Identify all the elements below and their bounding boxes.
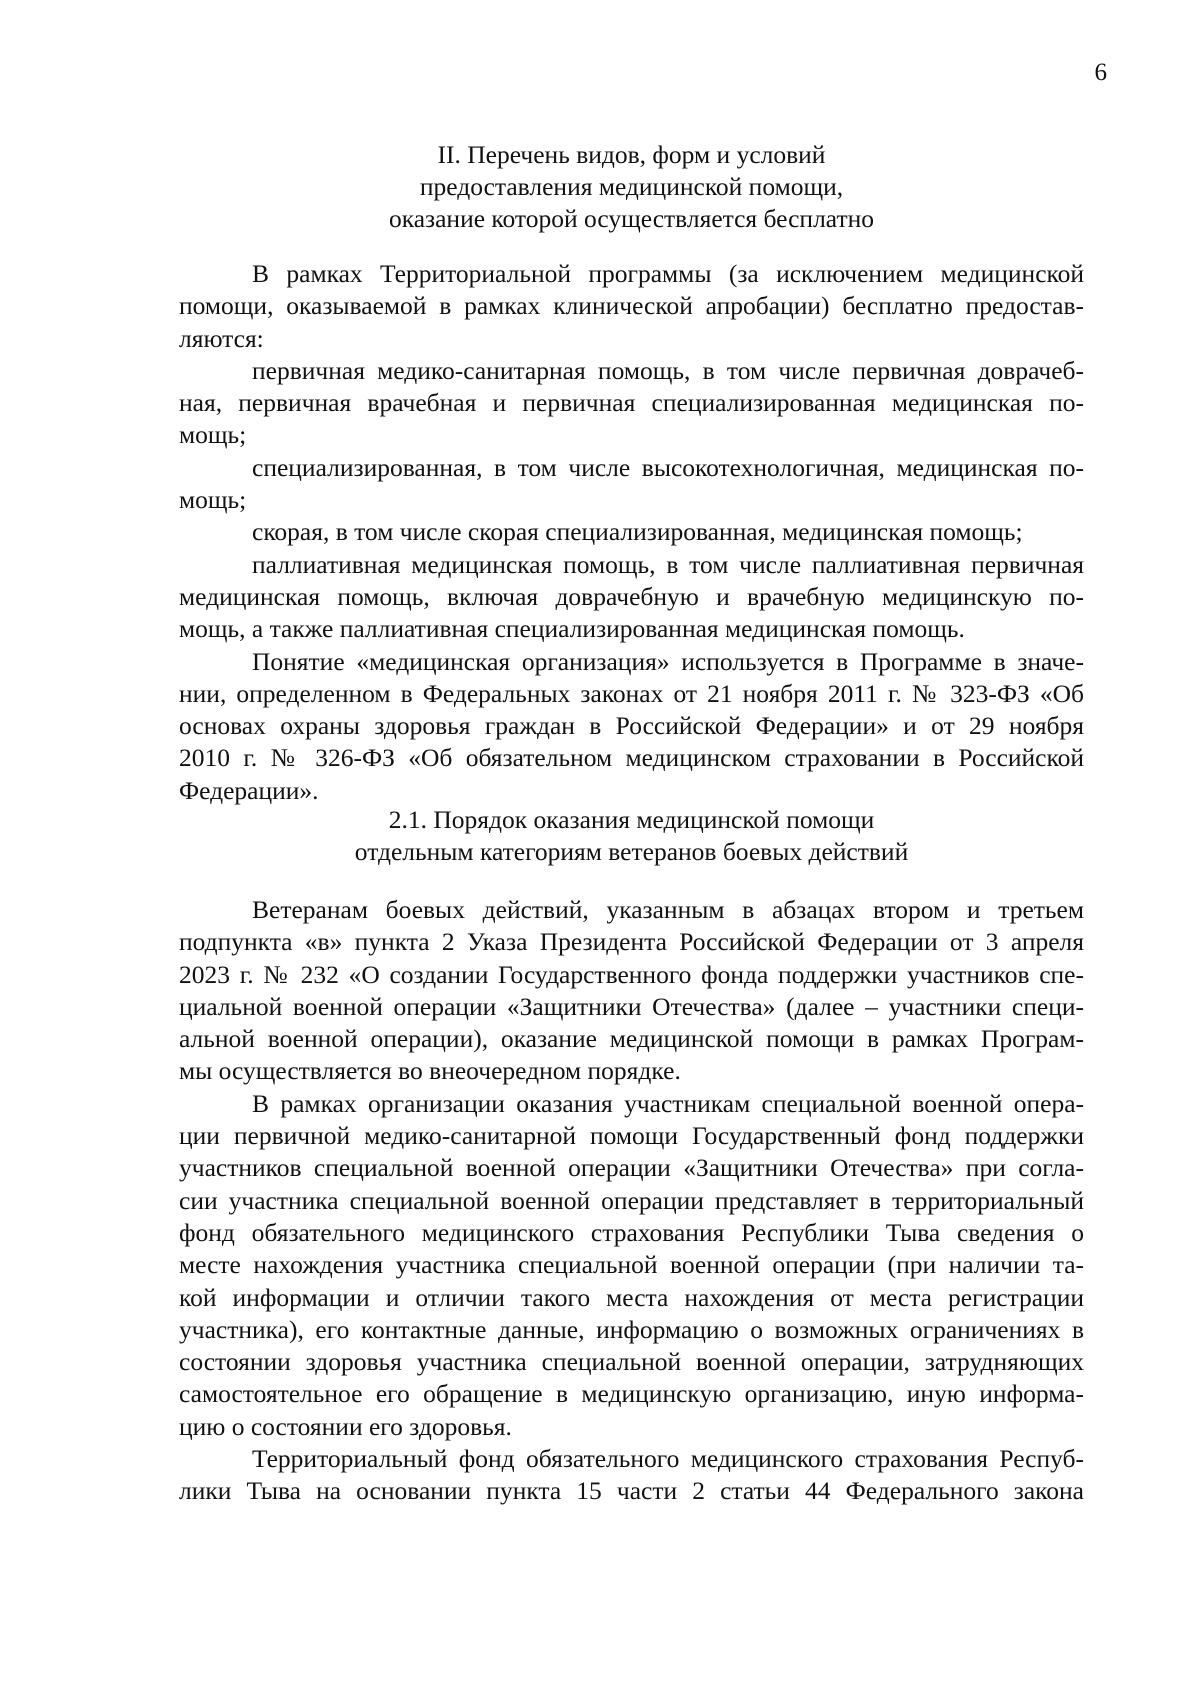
text-line: сии участника специальной военной операции представляет в территориальный	[179, 1185, 1084, 1215]
text-line: паллиативная медицинская помощь, в том числе паллиативная первичная	[252, 549, 1084, 579]
text-line: мощь;	[179, 485, 247, 515]
text-line: нии, определенном в Федеральных законах от 21 ноября 2011 г. № 323-ФЗ «Об	[179, 678, 1084, 708]
text-line: помощи, оказываемой в рамках клинической апробации) бесплатно предостав-	[179, 291, 1084, 321]
text-line: кой информации и отличии такого места нахождения от места регистрации	[179, 1282, 1084, 1312]
text-line: цию о состоянии его здоровья.	[179, 1411, 512, 1441]
section-2-1-heading	[180, 804, 1083, 868]
text-line: мы осуществляется во внеочередном порядке.	[179, 1056, 681, 1086]
text-line: В рамках Территориальной программы (за исключением медицинской	[252, 259, 1084, 288]
text-line: ции первичной медико-санитарной помощи Государственный фонд поддержки	[179, 1121, 1084, 1151]
text-line: В рамках организации оказания участникам специальной военной опера-	[252, 1088, 1084, 1118]
text-line: 2010 г. № 326-ФЗ «Об обязательном медицинском страховании в Российской	[179, 743, 1084, 773]
text-line: Территориальный фонд обязательного медицинского страхования Респуб-	[252, 1444, 1084, 1474]
text-line: специализированная, в том числе высокотехнологичная, медицинская по-	[252, 452, 1084, 482]
text-line: участника), его контактные данные, информацию о возможных ограничениях в	[179, 1314, 1084, 1344]
page-number: 6	[1094, 59, 1107, 86]
text-line: мощь;	[179, 420, 247, 450]
text-line: альной военной операции), оказание медицинской помощи в рамках Програм-	[179, 1024, 1084, 1054]
heading-line: предоставления медицинской помощи,	[419, 172, 844, 201]
text-line: подпункта «в» пункта 2 Указа Президента Российской Федерации от 3 апреля	[179, 927, 1084, 957]
section-2-body	[179, 258, 1084, 807]
text-line: первичная медико-санитарная помощь, в том числе первичная доврачеб-	[252, 355, 1084, 385]
text-line: 2023 г. № 232 «О создании Государственного фонда поддержки участников спе-	[179, 959, 1084, 989]
text-line: ляются:	[179, 323, 264, 353]
heading-line: II. Перечень видов, форм и условий	[437, 140, 826, 169]
section-2-heading	[180, 139, 1083, 235]
text-line: основах охраны здоровья граждан в Российской Федерации» и от 29 ноября	[179, 711, 1084, 741]
heading-line: 2.1. Порядок оказания медицинской помощи	[388, 805, 875, 834]
section-2-1-body	[179, 894, 1084, 1508]
text-line: Федерации».	[179, 775, 319, 805]
text-line: Понятие «медицинская организация» используется в Программе в значе-	[252, 646, 1084, 676]
text-line: мощь, а также паллиативная специализированная медицинская помощь.	[179, 614, 965, 644]
text-line: лики Тыва на основании пункта 15 части 2 статьи 44 Федерального закона	[179, 1476, 1084, 1506]
text-line: самостоятельное его обращение в медицинскую организацию, иную информа-	[179, 1379, 1084, 1409]
text-line: состоянии здоровья участника специальной военной операции, затрудняющих	[179, 1347, 1084, 1377]
text-line: Ветеранам боевых действий, указанным в абзацах втором и третьем	[252, 895, 1084, 924]
text-line: медицинская помощь, включая доврачебную и врачебную медицинскую по-	[179, 581, 1084, 611]
heading-line: отдельным категориям ветеранов боевых действий	[354, 837, 909, 866]
text-line: месте нахождения участника специальной военной операции (при наличии та-	[179, 1250, 1084, 1280]
text-line: скорая, в том числе скорая специализированная, медицинская помощь;	[252, 517, 1023, 547]
text-line: участников специальной военной операции «Защитники Отечества» при согла-	[179, 1153, 1084, 1183]
heading-line: оказание которой осуществляется бесплатно	[388, 204, 875, 233]
text-line: фонд обязательного медицинского страхования Республики Тыва сведения о	[179, 1217, 1084, 1247]
text-line: циальной военной операции «Защитники Отечества» (далее – участники специ-	[179, 991, 1084, 1021]
text-line: ная, первичная врачебная и первичная специализированная медицинская по-	[179, 388, 1084, 418]
